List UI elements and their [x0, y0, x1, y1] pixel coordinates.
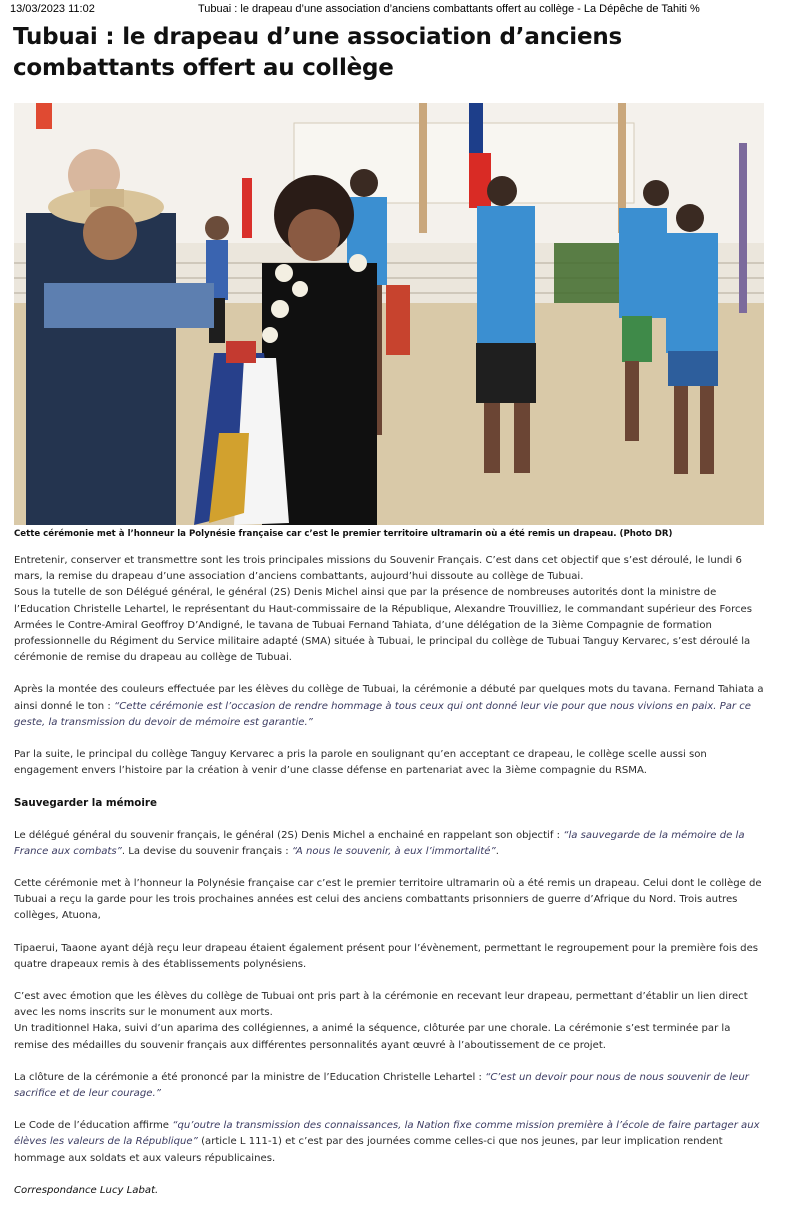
paragraph-text: (article L 111-1) et c’est par des journées comme celles-ci que nos jeunes, par leur implication rendent hommage aux soldats et aux valeurs républicaines.: [14, 1136, 723, 1164]
quote: “la sauvegarde de la mémoire de la France aux combats”: [14, 829, 745, 857]
paragraph: C’est avec émotion que les élèves du collège de Tubuai ont pris part à la cérémonie en recevant leur drapeau, permettant d’établir un lien direct avec les noms inscrits sur le monument aux morts.: [14, 991, 748, 1019]
paragraph: [14, 828, 766, 860]
paragraph: [14, 1118, 766, 1167]
paragraph: Par la suite, le principal du collège Tanguy Kervarec a pris la parole en soulignant qu’en acceptant ce drapeau, le collège scelle aussi son engagement envers l’histoire par la création à venir d’une classe défense en partenariat avec la 3ième compagnie du RSMA.: [14, 749, 707, 777]
paragraph: Sous la tutelle de son Délégué général, le général (2S) Denis Michel ainsi que par la présence de nombreuses autorités dont la ministre de l’Education Christelle Lehartel, le représentant du Haut-commissaire de la République, Alexandre Trouvilliez, le commandant supérieur des Forces Armées le Contre-Amiral Geoffroy D’Andigné, le tavana de Tubuai Fernand Tahiata, d’une délégation de la 3ième Compagnie de formation professionnelle du Régiment du Service militaire adapté (SMA) située à Tubuai, le principal du collège de Tubuai Tanguy Kervarec, s’est déroulé la cérémonie de remise du drapeau au collège de Tubuai.: [14, 587, 753, 664]
photo-caption: Cette cérémonie met à l’honneur la Polynésie française car c’est le premier territoire ultramarin où a été remis un drapeau. (Photo DR): [14, 529, 673, 539]
quote: “qu’outre la transmission des connaissances, la Nation fixe comme mission première à l’école de faire partager aux élèves les valeurs de la République”: [14, 1120, 760, 1148]
article-photo: [14, 103, 764, 525]
quote: “Cette cérémonie est l’occasion de rendre hommage à tous ceux qui ont donné leur vie pour que nous vivions en paix. Par ce geste, la transmission du devoir de mémoire est garantie.”: [14, 700, 751, 728]
quote: “A nous le souvenir, à eux l’immortalité”: [291, 845, 496, 857]
article-title: Tubuai : le drapeau d’une association d’anciens combattants offert au collège: [13, 24, 623, 81]
paragraph-text: .: [495, 845, 499, 857]
paragraph: Un traditionnel Haka, suivi d’un aparima des collégiennes, a animé la séquence, clôturée par une chorale. La cérémonie s’est terminée par la remise des médailles du souvenir français aux différentes personnalités ayant œuvré à l’aboutissement de ce projet.: [14, 1023, 731, 1051]
paragraph-text: Après la montée des couleurs effectuée par les élèves du collège de Tubuai, la cérémonie a débuté par quelques mots du tavana. Fernand Tahiata a ainsi donné le ton :: [14, 684, 764, 712]
paragraph: Entretenir, conserver et transmettre sont les trois principales missions du Souvenir Français. C’est dans cet objectif que s’est déroulé, le lundi 6 mars, la remise du drapeau d’une association d’anciens combattants, aujourd’hui dissoute au collège de Tubuai.: [14, 555, 742, 583]
paragraph: Tipaerui, Taaone ayant déjà reçu leur drapeau étaient également présent pour l’évènement, permettant le regroupement pour la première fois des quatre drapeaux remis à des établissements polynésiens.: [14, 942, 759, 970]
print-page-title: Tubuai : le drapeau d’une association d’anciens combattants offert au collège - La Dépêche de Tahiti %: [198, 3, 700, 15]
article-body: [14, 553, 766, 1215]
quote: “C’est un devoir pour nous de nous souvenir de leur sacrifice et de leur courage.”: [14, 1071, 749, 1100]
paragraph-text: La clôture de la cérémonie a été prononcé par la ministre de l’Education Christelle Lehartel :: [14, 1071, 486, 1083]
paragraph-text: . La devise du souvenir français :: [121, 845, 292, 857]
print-date: 13/03/2023 11:02: [10, 3, 95, 15]
print-header: [10, 3, 780, 17]
paragraph: [14, 682, 766, 731]
section-subheading: Sauvegarder la mémoire: [14, 797, 157, 810]
paragraph-text: Le Code de l’éducation affirme: [14, 1120, 173, 1132]
author-signature: Correspondance Lucy Labat.: [14, 1184, 159, 1196]
paragraph-text: Le délégué général du souvenir français, le général (2S) Denis Michel a enchainé en rappelant son objectif :: [14, 829, 564, 841]
paragraph: Cette cérémonie met à l’honneur la Polynésie française car c’est le premier territoire ultramarin où a été remis un drapeau. Celui dont le collège de Tubuai a reçu la garde pour les trois prochaines années est celui des anciens combattants prisonniers de guerre d’Afrique du Nord. Trois autres collèges, Atuona,: [14, 878, 762, 922]
ceremony-photo-illustration: [14, 103, 764, 525]
paragraph: [14, 1070, 766, 1102]
